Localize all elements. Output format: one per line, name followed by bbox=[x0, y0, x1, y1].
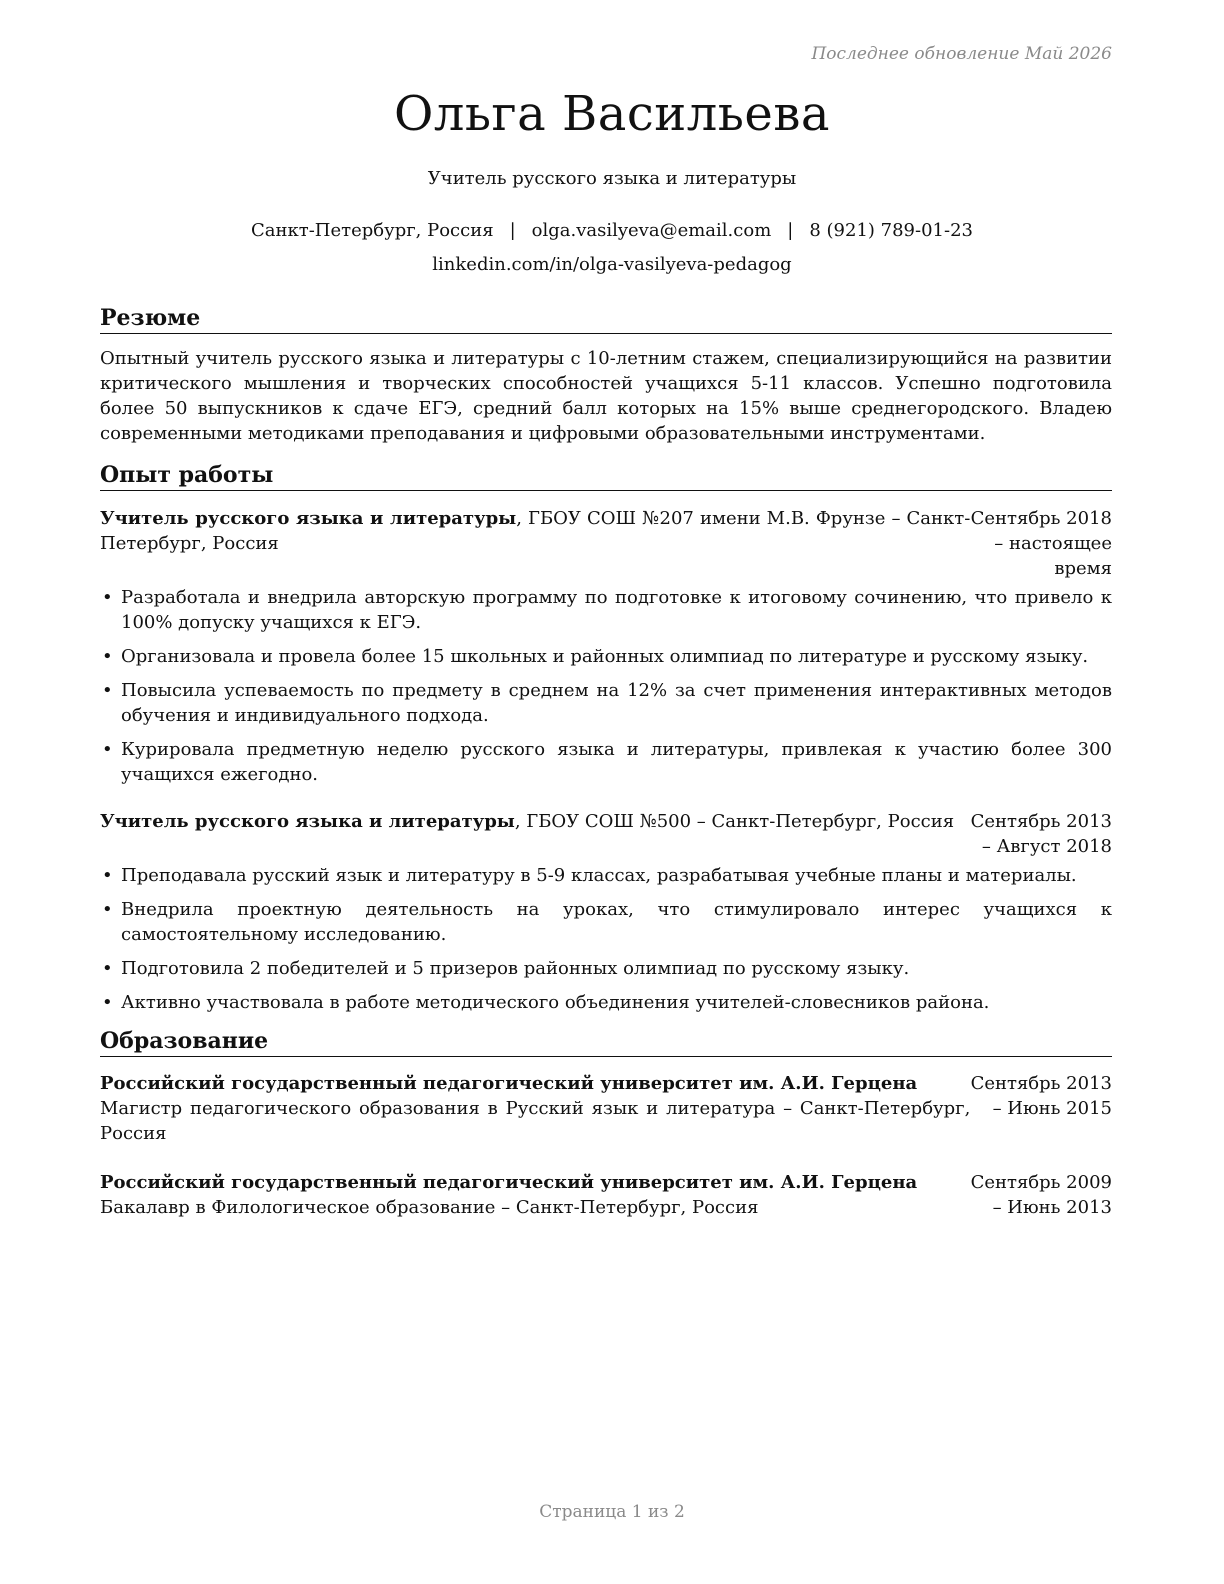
education-details bbox=[100, 1071, 970, 1146]
job-bullets bbox=[100, 585, 1112, 787]
list-item: • Организовала и провела более 15 школьных и районных олимпиад по литературе и русскому языку. bbox=[100, 644, 1112, 669]
job-header bbox=[100, 809, 1112, 859]
job-position: Учитель русского языка и литературы bbox=[100, 508, 517, 529]
institution: Российский государственный педагогический университет им. А.И. Герцена bbox=[100, 1073, 918, 1094]
phone: 8 (921) 789-01-23 bbox=[809, 220, 973, 241]
list-item: • Внедрила проектную деятельность на уроках, что стимулировало интерес учащихся к самостоятельному исследованию. bbox=[100, 897, 1112, 947]
job-position-org bbox=[100, 506, 970, 581]
list-item: • Повысила успеваемость по предмету в среднем на 12% за счет применения интерактивных методов обучения и индивидуального подхода. bbox=[100, 678, 1112, 728]
education-header bbox=[100, 1170, 1112, 1220]
degree: Бакалавр в Филологическое образование – Санкт-Петербург, Россия bbox=[100, 1197, 759, 1218]
list-item: • Курировала предметную неделю русского языка и литературы, привлекая к участию более 300 учащихся ежегодно. bbox=[100, 737, 1112, 787]
list-item: • Преподавала русский язык и литературу в 5-9 классах, разрабатывая учебные планы и материалы. bbox=[100, 863, 1112, 888]
education-entry bbox=[100, 1071, 1112, 1146]
institution: Российский государственный педагогический университет им. А.И. Герцена bbox=[100, 1172, 918, 1193]
education-details bbox=[100, 1170, 970, 1220]
separator: | bbox=[787, 220, 794, 241]
education-header bbox=[100, 1071, 1112, 1146]
job-position-org bbox=[100, 809, 970, 859]
linkedin: linkedin.com/in/olga-vasilyeva-pedagog bbox=[432, 254, 792, 275]
job-dates: Сентябрь 2013 – Август 2018 bbox=[970, 811, 1112, 857]
degree: Магистр педагогического образования в Русский язык и литература – Санкт-Петербург, Россия bbox=[100, 1098, 971, 1144]
education-dates: Сентябрь 2009 – Июнь 2013 bbox=[970, 1172, 1112, 1218]
last-updated: Последнее обновление Май 2026 bbox=[811, 44, 1112, 64]
job-org: , ГБОУ СОШ №500 – Санкт-Петербург, Россия bbox=[514, 811, 955, 832]
summary-text: Опытный учитель русского языка и литературы с 10-летним стажем, специализирующийся на развитии критического мышления и творческих способностей учащихся 5-11 классов. Успешно подготовила более 50 выпускников к сдаче ЕГЭ, средний балл которых на 15% выше среднегородского. Владею современными методиками преподавания и цифровыми образовательными инструментами. bbox=[100, 348, 1112, 444]
separator: | bbox=[509, 220, 516, 241]
job-entry bbox=[100, 809, 1112, 1015]
list-item: • Активно участвовала в работе методического объединения учителей-словесников района. bbox=[100, 990, 1112, 1015]
section-title-education: Образование bbox=[100, 1027, 1112, 1057]
job-bullets bbox=[100, 863, 1112, 1015]
job-org: , ГБОУ СОШ №207 имени М.В. Фрунзе – Санкт-Петербург, Россия bbox=[100, 508, 971, 554]
resume-content bbox=[100, 304, 1112, 1220]
list-item: • Разработала и внедрила авторскую программу по подготовке к итоговому сочинению, что привело к 100% допуску учащихся к ЕГЭ. bbox=[100, 585, 1112, 635]
job-entry bbox=[100, 506, 1112, 787]
candidate-name: Ольга Васильева bbox=[394, 86, 830, 142]
list-item: • Подготовила 2 победителей и 5 призеров районных олимпиад по русскому языку. bbox=[100, 956, 1112, 981]
candidate-title: Учитель русского языка и литературы bbox=[427, 168, 797, 189]
location: Санкт-Петербург, Россия bbox=[251, 220, 494, 241]
job-position: Учитель русского языка и литературы bbox=[100, 811, 515, 832]
job-header bbox=[100, 506, 1112, 581]
contact-line bbox=[0, 220, 1224, 241]
page-number: Страница 1 из 2 bbox=[539, 1502, 685, 1522]
section-title-experience: Опыт работы bbox=[100, 461, 1112, 491]
education-entry bbox=[100, 1170, 1112, 1220]
email: olga.vasilyeva@email.com bbox=[531, 220, 772, 241]
job-dates: Сентябрь 2018 – настоящее время bbox=[970, 508, 1112, 579]
education-dates: Сентябрь 2013 – Июнь 2015 bbox=[970, 1073, 1112, 1119]
section-title-summary: Резюме bbox=[100, 304, 1112, 334]
